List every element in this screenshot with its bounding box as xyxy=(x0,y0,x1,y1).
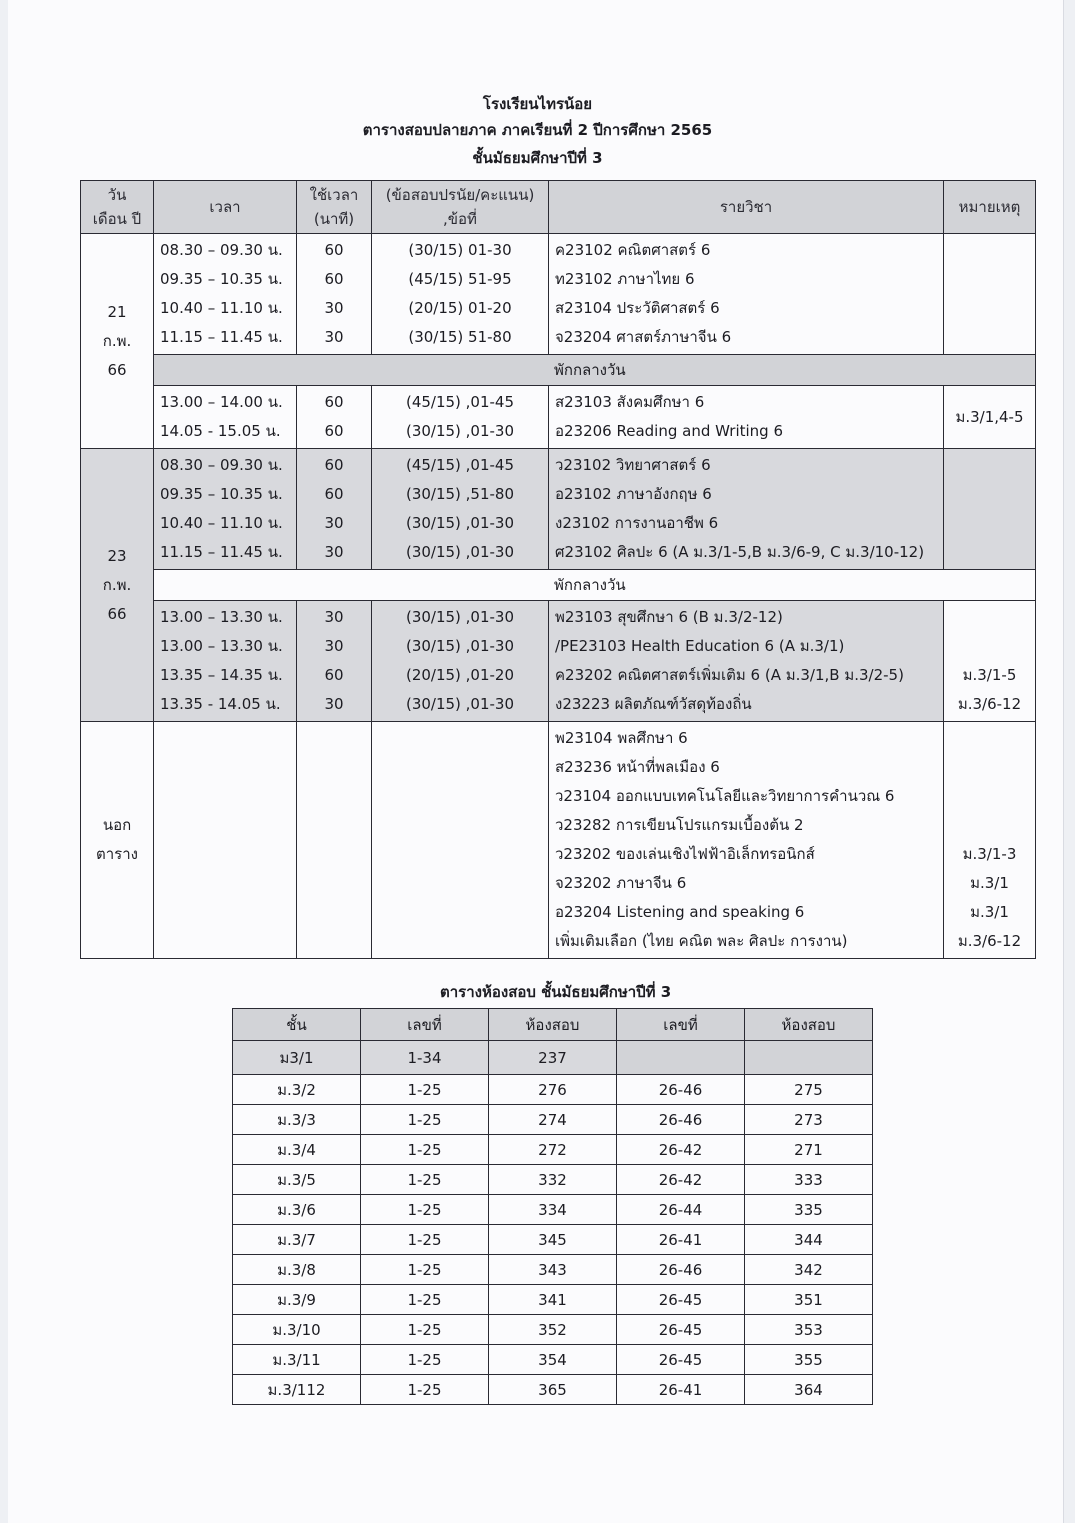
subject-cell: ส23103 สังคมศึกษา 6 xyxy=(555,393,705,411)
room-cell: 276 xyxy=(489,1075,617,1105)
day2-morning-durations xyxy=(297,449,372,570)
class-cell: ม.3/11 xyxy=(233,1345,361,1375)
duration-cell: 30 xyxy=(324,328,344,346)
room2-cell: 344 xyxy=(745,1225,873,1255)
outside-label xyxy=(81,722,154,959)
number-cell: 1-25 xyxy=(361,1225,489,1255)
table-row xyxy=(233,1075,873,1105)
class-cell: ม.3/4 xyxy=(233,1135,361,1165)
col-room-header: ห้องสอบ xyxy=(489,1009,617,1041)
col-day-line2: เดือน ปี xyxy=(92,210,142,228)
day1-date-day: 21 xyxy=(107,302,127,321)
duration-cell: 30 xyxy=(324,695,344,713)
table-row xyxy=(233,1285,873,1315)
items-cell: (30/15) ,01-30 xyxy=(405,695,515,713)
duration-cell: 60 xyxy=(324,270,344,288)
subject-cell: ว23282 การเขียนโปรแกรมเบื้องต้น 2 xyxy=(555,816,804,834)
room-cell: 274 xyxy=(489,1105,617,1135)
time-cell: 09.35 – 10.35 น. xyxy=(160,270,283,288)
lunch-break-label: พักกลางวัน xyxy=(154,570,1036,601)
subject-cell: /PE23103 Health Education 6 (A ม.3/1) xyxy=(555,637,845,655)
school-name: โรงเรียนไทรน้อย xyxy=(482,95,593,113)
time-cell: 11.15 – 11.45 น. xyxy=(160,328,283,346)
subject-cell: ว23202 ของเล่นเชิงไฟฟ้าอิเล็กทรอนิกส์ xyxy=(555,845,815,863)
exam-header-row xyxy=(81,181,1036,234)
day1-afternoon-durations xyxy=(297,386,372,449)
room-table-body xyxy=(233,1041,873,1405)
subject-cell: ค23102 คณิตศาสตร์ 6 xyxy=(555,241,711,259)
time-cell: 08.30 – 09.30 น. xyxy=(160,456,283,474)
number-cell: 1-25 xyxy=(361,1135,489,1165)
number-cell: 1-25 xyxy=(361,1345,489,1375)
subject-cell: ศ23102 ศิลปะ 6 (A ม.3/1-5,B ม.3/6-9, C ม.3/10-12) xyxy=(555,543,925,561)
day2-morning-items xyxy=(372,449,549,570)
day2-afternoon-notes xyxy=(944,601,1036,722)
table-row xyxy=(233,1315,873,1345)
items-cell: (30/15) ,01-30 xyxy=(405,543,515,561)
subject-cell: ค23202 คณิตศาสตร์เพิ่มเติม 6 (A ม.3/1,B ม.3/2-5) xyxy=(555,666,904,684)
table-row xyxy=(233,1375,873,1405)
duration-cell: 30 xyxy=(324,637,344,655)
subject-cell: ส23236 หน้าที่พลเมือง 6 xyxy=(555,758,720,776)
room-cell: 345 xyxy=(489,1225,617,1255)
number-cell: 1-25 xyxy=(361,1285,489,1315)
day2-afternoon-durations xyxy=(297,601,372,722)
day2-date-month: ก.พ. xyxy=(102,575,132,594)
time-cell: 13.00 – 14.00 น. xyxy=(160,393,283,411)
col-duration-line2: (นาที) xyxy=(313,210,355,228)
subject-cell: ง23102 การงานอาชีพ 6 xyxy=(555,514,719,532)
items-cell: (45/15) ,01-45 xyxy=(405,393,515,411)
day1-date xyxy=(81,234,154,449)
note-cell: ม.3/6-12 xyxy=(957,932,1022,950)
time-cell: 09.35 – 10.35 น. xyxy=(160,485,283,503)
outside-duration-empty xyxy=(297,722,372,959)
items-cell: (45/15) 51-95 xyxy=(408,270,512,288)
number2-cell: 26-42 xyxy=(617,1165,745,1195)
subject-cell: ท23102 ภาษาไทย 6 xyxy=(555,270,695,288)
time-cell: 13.35 - 14.05 น. xyxy=(160,695,281,713)
col-duration-line1: ใช้เวลา xyxy=(309,186,359,204)
time-cell: 13.35 – 14.35 น. xyxy=(160,666,283,684)
note-cell: ม.3/6-12 xyxy=(957,695,1022,713)
number-cell: 1-25 xyxy=(361,1195,489,1225)
day1-morning-row xyxy=(81,234,1036,355)
room-cell: 343 xyxy=(489,1255,617,1285)
col-number2-header: เลขที่ xyxy=(617,1009,745,1041)
col-subject-header: รายวิชา xyxy=(549,181,944,234)
subject-cell: พ23103 สุขศึกษา 6 (B ม.3/2-12) xyxy=(555,608,783,626)
table-row xyxy=(233,1225,873,1255)
room-header-row xyxy=(233,1009,873,1041)
col-time-header: เวลา xyxy=(154,181,297,234)
day1-morning-note xyxy=(944,234,1036,355)
exam-room-table xyxy=(232,1008,873,1405)
table-row xyxy=(233,1105,873,1135)
room-cell: 332 xyxy=(489,1165,617,1195)
room2-cell: 351 xyxy=(745,1285,873,1315)
number2-cell: 26-46 xyxy=(617,1075,745,1105)
room2-cell: 364 xyxy=(745,1375,873,1405)
subject-cell: ง23223 ผลิตภัณฑ์วัสดุท้องถิ่น xyxy=(555,695,752,713)
room2-cell: 273 xyxy=(745,1105,873,1135)
number2-cell xyxy=(617,1041,745,1075)
time-cell: 13.00 – 13.30 น. xyxy=(160,608,283,626)
day1-afternoon-items xyxy=(372,386,549,449)
col-day-header xyxy=(81,181,154,234)
room2-cell: 275 xyxy=(745,1075,873,1105)
col-class-header: ชั้น xyxy=(233,1009,361,1041)
class-cell: ม.3/112 xyxy=(233,1375,361,1405)
time-cell: 13.00 – 13.30 น. xyxy=(160,637,283,655)
subject-cell: เพิ่มเติมเลือก (ไทย คณิต พละ ศิลปะ การงาน) xyxy=(555,932,848,950)
number2-cell: 26-46 xyxy=(617,1255,745,1285)
duration-cell: 60 xyxy=(324,456,344,474)
day1-afternoon-times xyxy=(154,386,297,449)
day2-afternoon-times xyxy=(154,601,297,722)
day2-date xyxy=(81,449,154,722)
day2-afternoon-subjects xyxy=(549,601,944,722)
subject-cell: ว23104 ออกแบบเทคโนโลยีและวิทยาการคำนวณ 6 xyxy=(555,787,895,805)
outside-notes xyxy=(944,722,1036,959)
subject-cell: อ23102 ภาษาอังกฤษ 6 xyxy=(555,485,712,503)
room-cell: 334 xyxy=(489,1195,617,1225)
items-cell: (30/15) 51-80 xyxy=(408,328,512,346)
day1-afternoon-subjects xyxy=(549,386,944,449)
duration-cell: 30 xyxy=(324,514,344,532)
note-cell: ม.3/1 xyxy=(970,874,1009,892)
room2-cell: 271 xyxy=(745,1135,873,1165)
number-cell: 1-25 xyxy=(361,1255,489,1285)
outside-subjects xyxy=(549,722,944,959)
number2-cell: 26-45 xyxy=(617,1345,745,1375)
day2-morning-subjects xyxy=(549,449,944,570)
exam-schedule-table xyxy=(80,180,1036,959)
subject-cell: อ23204 Listening and speaking 6 xyxy=(555,903,805,921)
class-cell: ม.3/6 xyxy=(233,1195,361,1225)
items-cell: (20/15) 01-20 xyxy=(408,299,512,317)
items-cell: (30/15) ,51-80 xyxy=(405,485,515,503)
room2-cell: 342 xyxy=(745,1255,873,1285)
day2-date-day: 23 xyxy=(107,546,127,565)
number2-cell: 26-46 xyxy=(617,1105,745,1135)
day2-afternoon-row xyxy=(81,601,1036,722)
note-cell: ม.3/1-5 xyxy=(962,666,1017,684)
day1-morning-items xyxy=(372,234,549,355)
outside-label-line1: นอก xyxy=(102,816,132,834)
time-cell: 08.30 – 09.30 น. xyxy=(160,241,283,259)
col-items-line2: ,ข้อที่ xyxy=(443,210,477,228)
col-number-header: เลขที่ xyxy=(361,1009,489,1041)
class-cell: ม.3/7 xyxy=(233,1225,361,1255)
col-items-line1: (ข้อสอบปรนัย/คะแนน) xyxy=(385,186,535,204)
items-cell: (30/15) 01-30 xyxy=(408,241,512,259)
duration-cell: 60 xyxy=(324,485,344,503)
number2-cell: 26-41 xyxy=(617,1375,745,1405)
room2-cell: 333 xyxy=(745,1165,873,1195)
items-cell: (45/15) ,01-45 xyxy=(405,456,515,474)
class-cell: ม.3/9 xyxy=(233,1285,361,1315)
exam-title: ตารางสอบปลายภาค ภาคเรียนที่ 2 ปีการศึกษา 2565 xyxy=(362,121,713,139)
col-day-line1: วัน xyxy=(107,186,127,204)
time-cell: 10.40 – 11.10 น. xyxy=(160,299,283,317)
duration-cell: 60 xyxy=(324,422,344,440)
day2-morning-row xyxy=(81,449,1036,570)
outside-schedule-row xyxy=(81,722,1036,959)
items-cell: (30/15) ,01-30 xyxy=(405,422,515,440)
number-cell: 1-25 xyxy=(361,1375,489,1405)
subject-cell: อ23206 Reading and Writing 6 xyxy=(555,422,784,440)
day2-lunch-row xyxy=(81,570,1036,601)
number2-cell: 26-45 xyxy=(617,1315,745,1345)
day2-afternoon-items xyxy=(372,601,549,722)
items-cell: (20/15) ,01-20 xyxy=(405,666,515,684)
table-row xyxy=(233,1041,873,1075)
items-cell: (30/15) ,01-30 xyxy=(405,608,515,626)
col-note-header: หมายเหตุ xyxy=(944,181,1036,234)
subject-cell: พ23104 พลศึกษา 6 xyxy=(555,729,688,747)
day2-date-year: 66 xyxy=(107,604,127,623)
time-cell: 14.05 - 15.05 น. xyxy=(160,422,281,440)
room-cell: 365 xyxy=(489,1375,617,1405)
items-cell: (30/15) ,01-30 xyxy=(405,637,515,655)
outside-items-empty xyxy=(372,722,549,959)
room-cell: 352 xyxy=(489,1315,617,1345)
table-row xyxy=(233,1195,873,1225)
duration-cell: 30 xyxy=(324,299,344,317)
class-cell: ม.3/3 xyxy=(233,1105,361,1135)
day1-date-month: ก.พ. xyxy=(102,331,132,350)
day1-morning-subjects xyxy=(549,234,944,355)
day1-afternoon-note: ม.3/1,4-5 xyxy=(944,386,1036,449)
subject-cell: ส23104 ประวัติศาสตร์ 6 xyxy=(555,299,720,317)
duration-cell: 30 xyxy=(324,608,344,626)
day1-afternoon-row xyxy=(81,386,1036,449)
duration-cell: 60 xyxy=(324,666,344,684)
room-cell: 272 xyxy=(489,1135,617,1165)
table-row xyxy=(233,1345,873,1375)
number-cell: 1-25 xyxy=(361,1075,489,1105)
subject-cell: จ23204 ศาสตร์ภาษาจีน 6 xyxy=(555,328,732,346)
class-cell: ม.3/2 xyxy=(233,1075,361,1105)
outside-time-empty xyxy=(154,722,297,959)
outside-label-line2: ตาราง xyxy=(96,845,138,863)
number-cell: 1-25 xyxy=(361,1315,489,1345)
number2-cell: 26-45 xyxy=(617,1285,745,1315)
day2-morning-times xyxy=(154,449,297,570)
room-cell: 237 xyxy=(489,1041,617,1075)
room2-cell xyxy=(745,1041,873,1075)
lunch-break-label: พักกลางวัน xyxy=(154,355,1036,386)
day1-morning-durations xyxy=(297,234,372,355)
number2-cell: 26-42 xyxy=(617,1135,745,1165)
day1-date-year: 66 xyxy=(107,360,127,379)
room-table-title: ตารางห้องสอบ ชั้นมัธยมศึกษาปีที่ 3 xyxy=(440,983,672,1001)
room-cell: 341 xyxy=(489,1285,617,1315)
room2-cell: 353 xyxy=(745,1315,873,1345)
col-room2-header: ห้องสอบ xyxy=(745,1009,873,1041)
col-items-header xyxy=(372,181,549,234)
subject-cell: จ23202 ภาษาจีน 6 xyxy=(555,874,687,892)
duration-cell: 60 xyxy=(324,241,344,259)
room2-cell: 355 xyxy=(745,1345,873,1375)
number-cell: 1-25 xyxy=(361,1165,489,1195)
time-cell: 11.15 – 11.45 น. xyxy=(160,543,283,561)
col-duration-header xyxy=(297,181,372,234)
class-cell: ม3/1 xyxy=(233,1041,361,1075)
time-cell: 10.40 – 11.10 น. xyxy=(160,514,283,532)
day1-morning-times xyxy=(154,234,297,355)
number-cell: 1-34 xyxy=(361,1041,489,1075)
duration-cell: 30 xyxy=(324,543,344,561)
room-cell: 354 xyxy=(489,1345,617,1375)
items-cell: (30/15) ,01-30 xyxy=(405,514,515,532)
day2-morning-note xyxy=(944,449,1036,570)
number-cell: 1-25 xyxy=(361,1105,489,1135)
class-cell: ม.3/10 xyxy=(233,1315,361,1345)
class-cell: ม.3/8 xyxy=(233,1255,361,1285)
number2-cell: 26-41 xyxy=(617,1225,745,1255)
room2-cell: 335 xyxy=(745,1195,873,1225)
day1-lunch-row xyxy=(81,355,1036,386)
class-cell: ม.3/5 xyxy=(233,1165,361,1195)
table-row xyxy=(233,1135,873,1165)
note-cell: ม.3/1-3 xyxy=(962,845,1017,863)
number2-cell: 26-44 xyxy=(617,1195,745,1225)
subject-cell: ว23102 วิทยาศาสตร์ 6 xyxy=(555,456,711,474)
table-row xyxy=(233,1165,873,1195)
table-row xyxy=(233,1255,873,1285)
grade-title: ชั้นมัธยมศึกษาปีที่ 3 xyxy=(472,149,603,167)
note-cell: ม.3/1 xyxy=(970,903,1009,921)
duration-cell: 60 xyxy=(324,393,344,411)
